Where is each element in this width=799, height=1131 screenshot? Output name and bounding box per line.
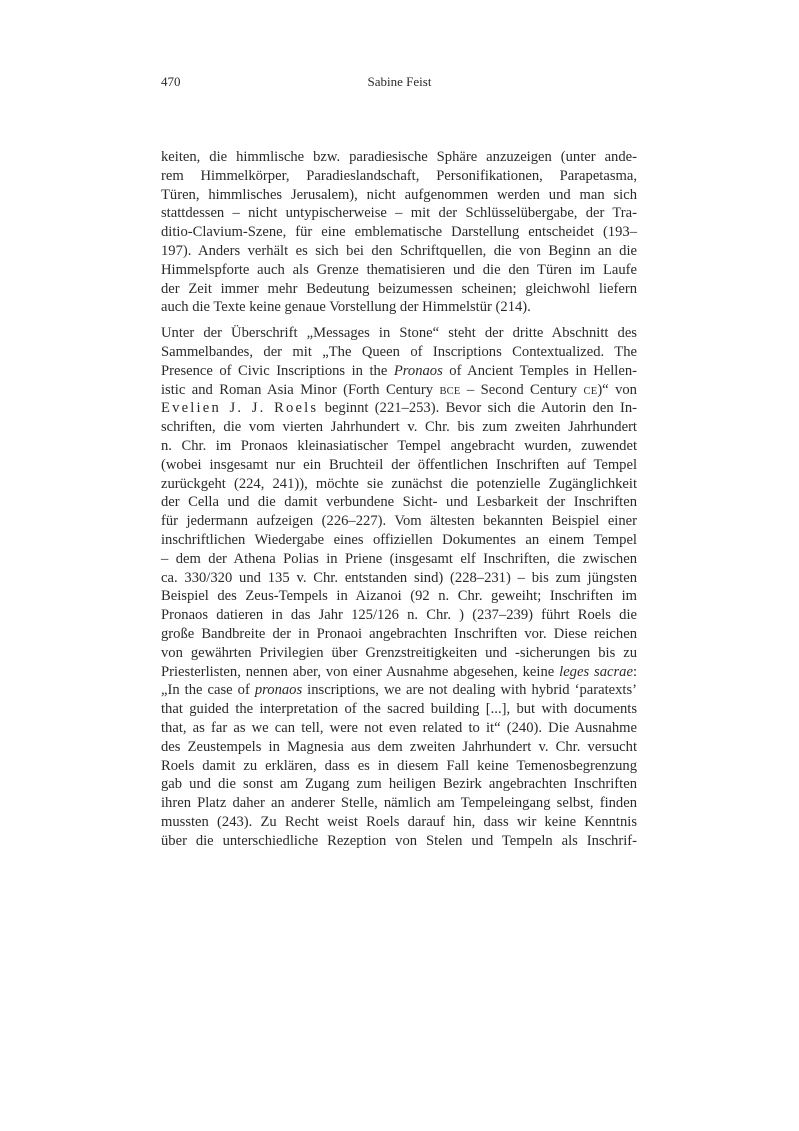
text-segment: der Zeit immer mehr Bedeutung beizumessen scheinen; gleichwohl liefern [161, 280, 637, 297]
text-segment: keiten, die himmlische bzw. paradiesische Sphäre anzuzeigen (unter ande- [161, 149, 637, 165]
text-segment: zurückgeht (224, 241)), möchte sie zunächst die potenzielle Zugänglichkeit [161, 475, 637, 492]
text-line [161, 204, 637, 223]
text-line [161, 794, 637, 813]
italic-text: Pronaos [393, 362, 443, 379]
page-number: 470 [161, 74, 181, 89]
text-segment: über die unterschiedliche Rezeption von Stelen und Tempeln als Inschrif- [161, 832, 637, 849]
author-name: Evelien J. J. Roels [161, 400, 319, 417]
text-segment: große Bandbreite der in Pronaoi angebrachten Inschriften vor. Diese reichen [161, 625, 637, 642]
text-segment: Unter der Überschrift „Messages in Stone“ steht der dritte Abschnitt des [161, 325, 637, 342]
text-segment: inscriptions, we are not dealing with hybrid ‘paratexts’ [302, 682, 637, 699]
text-segment: that guided the interpretation of the sacred building [...], but with documents [161, 701, 637, 718]
italic-text: pronaos [254, 682, 303, 699]
text-segment: (wobei insgesamt nur ein Bruchteil der öffentlichen Inschriften auf Tempel [161, 456, 637, 473]
text-segment: of Ancient Temples in Hellen- [442, 362, 637, 379]
text-segment: – dem der Athena Polias in Priene (insgesamt elf Inschriften, die zwischen [161, 550, 637, 567]
text-segment: mussten (243). Zu Recht weist Roels darauf hin, dass wir keine Kenntnis [161, 813, 637, 830]
text-line [161, 813, 637, 832]
text-segment: Presence of Civic Inscriptions in the [161, 362, 394, 379]
text-line [161, 324, 637, 343]
text-segment: 197). Anders verhält es sich bei den Schriftquellen, die von Beginn an die [161, 242, 637, 259]
text-segment: Priesterlisten, nennen aber, von einer Ausnahme abgesehen, keine [161, 663, 560, 680]
text-segment: Beispiel des Zeus-Tempels in Aizanoi (92 n. Chr. geweiht; Inschriften im [161, 588, 637, 605]
text-segment: : [632, 663, 638, 680]
text-segment: auch die Texte keine genaue Vorstellung der Himmelstür (214). [161, 299, 531, 316]
running-head: Sabine Feist [367, 74, 432, 89]
text-segment: von gewährten Privilegien über Grenzstreitigkeiten und -sicherungen bis zu [161, 644, 637, 661]
text-segment: ca. 330/320 und 135 v. Chr. entstanden sind) (228–231) – bis zum jüngsten [161, 569, 637, 586]
italic-text: leges sacrae [559, 663, 633, 680]
text-line [161, 148, 637, 167]
text-line [161, 493, 637, 512]
text-line [161, 569, 637, 588]
text-line [161, 512, 637, 531]
text-line [161, 757, 637, 776]
text-line [161, 223, 637, 242]
text-line [161, 775, 637, 794]
text-line [161, 719, 637, 738]
text-line [161, 343, 637, 362]
paragraph [161, 324, 637, 850]
text-segment: des Zeustempels in Magnesia aus dem zweiten Jahrhundert v. Chr. versucht [161, 738, 637, 755]
small-caps-text: BCE [439, 385, 461, 397]
text-segment: Sammelbandes, der mit „The Queen of Inscriptions Contextualized. The [161, 343, 637, 360]
text-segment: n. Chr. im Pronaos kleinasiatischer Tempel angebracht wurden, zuwendet [161, 437, 637, 454]
text-segment: stattdessen – nicht untypischerweise – mit der Schlüsselübergabe, der Tra- [161, 205, 637, 222]
text-line [161, 456, 637, 475]
text-line [161, 186, 637, 205]
text-line [161, 625, 637, 644]
text-line [161, 832, 637, 851]
text-segment: der Cella und die damit verbundene Sicht- und Lesbarkeit der Inschriften [161, 494, 637, 511]
text-segment: Pronaos datieren in das Jahr 125/126 n. Chr. ) (237–239) führt Roels die [161, 607, 637, 624]
text-line [161, 298, 637, 317]
text-line [161, 362, 637, 381]
text-segment: – Second Century [460, 381, 584, 398]
text-segment: rem Himmelkörper, Paradieslandschaft, Personifikationen, Parapetasma, [161, 167, 637, 184]
text-line [161, 663, 637, 682]
text-line [161, 644, 637, 663]
text-segment: )“ von [597, 381, 637, 398]
small-caps-text: CE [583, 385, 598, 397]
text-line [161, 550, 637, 569]
text-line [161, 475, 637, 494]
text-segment: „In the case of [161, 682, 255, 699]
body-text [161, 148, 637, 850]
text-line [161, 738, 637, 757]
text-segment: beginnt (221–253). Bevor sich die Autorin den In- [318, 400, 637, 417]
text-line [161, 606, 637, 625]
text-segment: für jedermann aufzeigen (226–227). Vom ältesten bekannten Beispiel einer [161, 513, 637, 530]
text-line [161, 418, 637, 437]
text-segment: Türen, himmlisches Jerusalem), nicht aufgenommen werden und man sich [161, 186, 637, 203]
text-segment: schriften, die vom vierten Jahrhundert v. Chr. bis zum zweiten Jahrhundert [161, 419, 637, 436]
text-segment: Himmelspforte auch als Grenze thematisieren und die den Türen im Laufe [161, 261, 637, 278]
text-line [161, 587, 637, 606]
text-line [161, 381, 637, 400]
text-segment: istic and Roman Asia Minor (Forth Century [161, 381, 440, 398]
text-line [161, 437, 637, 456]
text-line [161, 700, 637, 719]
text-segment: inschriftlichen Wiedergabe eines offiziellen Dokumentes an einem Tempel [161, 531, 637, 548]
text-segment: that, as far as we can tell, were not even related to it“ (240). Die Ausnahme [161, 719, 637, 736]
text-segment: ditio-Clavium-Szene, für eine emblematische Darstellung entscheidet (193– [161, 224, 637, 241]
text-segment: gab und die sonst am Zugang zum heiligen Bezirk angebrachten Inschriften [161, 776, 637, 793]
paragraph [161, 148, 637, 317]
text-line [161, 242, 637, 261]
text-line [161, 280, 637, 299]
text-segment: ihren Platz daher an anderer Stelle, nämlich am Tempeleingang selbst, finden [161, 795, 637, 812]
text-line [161, 399, 637, 418]
text-line [161, 681, 637, 700]
text-segment: Roels damit zu erklären, dass es in diesem Fall keine Temenosbegrenzung [161, 757, 637, 774]
text-line [161, 167, 637, 186]
text-line [161, 261, 637, 280]
text-line [161, 531, 637, 550]
